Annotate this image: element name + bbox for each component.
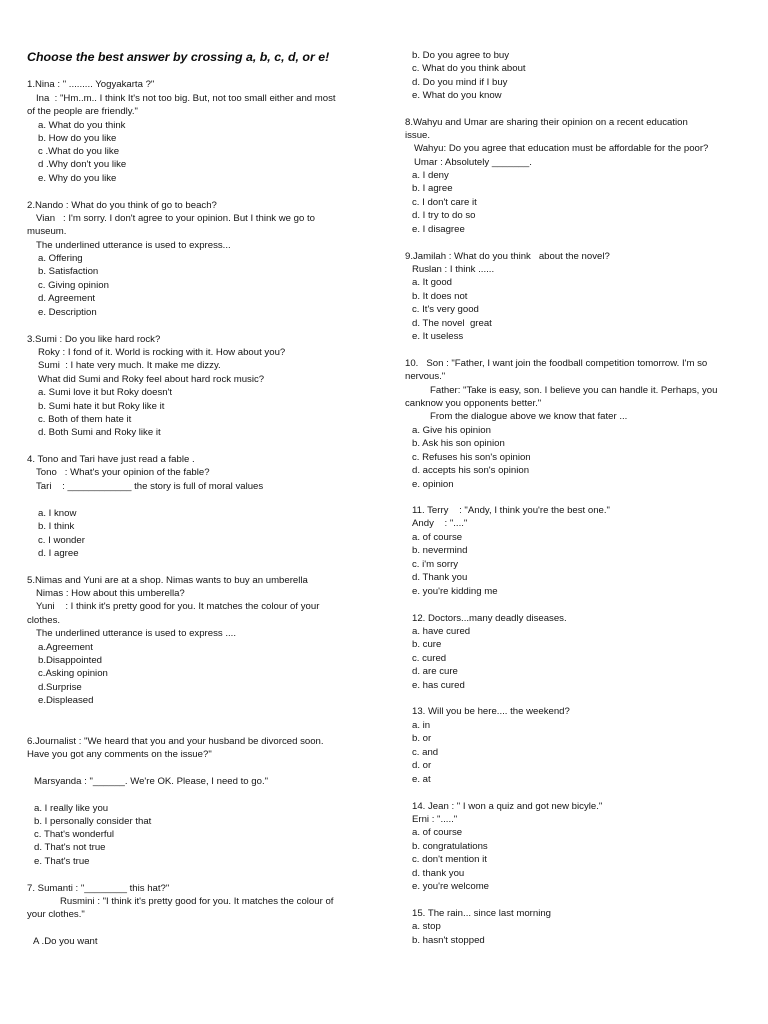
q12-option: e. has cured — [412, 680, 465, 691]
q9-option: a. It good — [412, 277, 453, 288]
q5-line: Yuni : I think it's pretty good for you. It matches the colour of your — [36, 601, 320, 612]
q1-stem: 1.Nina : " ......... Yogyakarta ?" — [27, 79, 155, 90]
q1-option: c .What do you like — [38, 146, 120, 157]
q15-option: a. stop — [412, 921, 441, 932]
q12-option: b. cure — [412, 639, 442, 650]
q7-option: d. Do you mind if I buy — [412, 77, 508, 88]
q8-option: b. I agree — [412, 183, 453, 194]
q14-option: a. of course — [412, 827, 463, 838]
q1-option: d .Why don't you like — [38, 159, 127, 170]
q4-option: b. I think — [38, 521, 75, 532]
q10-stem: 10. Son : "Father, I want join the foodball competition tomorrow. I'm so — [405, 358, 708, 369]
q14-stem: 14. Jean : " I won a quiz and got new bicyle." — [412, 801, 603, 812]
q8-option: e. I disagree — [412, 224, 465, 235]
q13-option: d. or — [412, 760, 432, 771]
q12-option: a. have cured — [412, 626, 471, 637]
q13-option: e. at — [412, 774, 431, 785]
q1-option: a. What do you think — [38, 120, 126, 131]
q3-line: Sumi : I hate very much. It make me dizzy. — [38, 360, 221, 371]
q5-prompt: The underlined utterance is used to express .... — [36, 628, 236, 639]
q10-prompt: From the dialogue above we know that fater ... — [430, 411, 628, 422]
q5-option: a.Agreement — [38, 642, 93, 653]
q10-line: nervous." — [405, 371, 446, 382]
q2-option: a. Offering — [38, 253, 83, 264]
q14-option: d. thank you — [412, 868, 465, 879]
q14-option: b. congratulations — [412, 841, 488, 852]
page-title: Choose the best answer by crossing a, b, c, d, or e! — [27, 50, 330, 64]
q6-option: a. I really like you — [34, 803, 109, 814]
q13-stem: 13. Will you be here.... the weekend? — [412, 706, 570, 717]
q7-line: Rusmini : "I think it's pretty good for you. It matches the colour of — [60, 896, 334, 907]
q15-stem: 15. The rain... since last morning — [412, 908, 552, 919]
q10-option: b. Ask his son opinion — [412, 438, 505, 449]
q7-option: A .Do you want — [33, 936, 98, 947]
q4-option: d. I agree — [38, 548, 79, 559]
q15-option: b. hasn't stopped — [412, 935, 485, 946]
q10-option: c. Refuses his son's opinion — [412, 452, 531, 463]
q11-stem: 11. Terry : "Andy, I think you're the best one." — [412, 505, 610, 516]
q2-stem: 2.Nando : What do you think of go to beach? — [27, 200, 217, 211]
q8-line: issue. — [405, 130, 431, 141]
q9-stem: 9.Jamilah : What do you think about the novel? — [405, 251, 610, 262]
q6-option: b. I personally consider that — [34, 816, 152, 827]
q6-option: c. That's wonderful — [34, 829, 115, 840]
q7-line: your clothes." — [27, 909, 85, 920]
q8-stem: 8.Wahyu and Umar are sharing their opinion on a recent education — [405, 117, 688, 128]
q6-line: Have you got any comments on the issue?" — [27, 749, 212, 760]
q11-option: c. i'm sorry — [412, 559, 459, 570]
q7-option: e. What do you know — [412, 90, 502, 101]
q3-option: c. Both of them hate it — [38, 414, 132, 425]
q5-line: Nimas : How about this umberella? — [36, 588, 185, 599]
q9-option: c. It's very good — [412, 304, 479, 315]
q1-option: b. How do you like — [38, 133, 117, 144]
q2-option: b. Satisfaction — [38, 266, 99, 277]
q14-option: e. you're welcome — [412, 881, 490, 892]
q3-option: d. Both Sumi and Roky like it — [38, 427, 161, 438]
q1-line: of the people are friendly." — [27, 106, 138, 117]
q14-line: Erni : "....." — [412, 814, 458, 825]
q7-option: b. Do you agree to buy — [412, 50, 510, 61]
q9-option: e. It useless — [412, 331, 464, 342]
q3-line: Roky : I fond of it. World is rocking with it. How about you? — [38, 347, 286, 358]
q4-line: Tari : ____________ the story is full of moral values — [36, 481, 264, 492]
q4-option: a. I know — [38, 508, 77, 519]
q3-option: a. Sumi love it but Roky doesn't — [38, 387, 173, 398]
q1-line: Ina : "Hm..m.. I think It's not too big. But, not too small either and most — [36, 93, 336, 104]
q11-option: a. of course — [412, 532, 463, 543]
q2-prompt: The underlined utterance is used to express... — [36, 240, 231, 251]
q8-option: a. I deny — [412, 170, 449, 181]
q2-option: c. Giving opinion — [38, 280, 109, 291]
q2-line: museum. — [27, 226, 67, 237]
q5-line: clothes. — [27, 615, 61, 626]
q13-option: c. and — [412, 747, 439, 758]
q8-option: c. I don't care it — [412, 197, 477, 208]
q2-line: Vian : I'm sorry. I don't agree to your opinion. But I think we go to — [36, 213, 316, 224]
q5-option: d.Surprise — [38, 682, 82, 693]
q10-option: e. opinion — [412, 479, 454, 490]
q1-option: e. Why do you like — [38, 173, 117, 184]
q11-line: Andy : "...." — [412, 518, 468, 529]
q13-option: a. in — [412, 720, 431, 731]
q5-stem: 5.Nimas and Yuni are at a shop. Nimas wants to buy an umberella — [27, 575, 308, 586]
q7-stem: 7. Sumanti : "________ this hat?" — [27, 883, 170, 894]
q11-option: b. nevermind — [412, 545, 468, 556]
q3-option: b. Sumi hate it but Roky like it — [38, 401, 165, 412]
q5-option: e.Displeased — [38, 695, 94, 706]
q2-option: d. Agreement — [38, 293, 96, 304]
q8-line: Umar : Absolutely _______. — [414, 157, 532, 168]
q2-option: e. Description — [38, 307, 97, 318]
q6-option: e. That's true — [34, 856, 90, 867]
q4-option: c. I wonder — [38, 535, 85, 546]
q6-line: Marsyanda : "______. We're OK. Please, I need to go." — [34, 776, 269, 787]
q4-stem: 4. Tono and Tari have just read a fable . — [27, 454, 195, 465]
q8-line: Wahyu: Do you agree that education must be affordable for the poor? — [414, 143, 709, 154]
q11-option: d. Thank you — [412, 572, 468, 583]
q7-option: c. What do you think about — [412, 63, 526, 74]
q10-option: a. Give his opinion — [412, 425, 491, 436]
q13-option: b. or — [412, 733, 432, 744]
q5-option: b.Disappointed — [38, 655, 103, 666]
q6-stem: 6.Journalist : "We heard that you and your husband be divorced soon. — [27, 736, 324, 747]
q8-option: d. I try to do so — [412, 210, 476, 221]
q10-line: canknow you opponents better." — [405, 398, 542, 409]
q6-option: d. That's not true — [34, 842, 106, 853]
q3-prompt: What did Sumi and Roky feel about hard rock music? — [38, 374, 265, 385]
q4-line: Tono : What's your opinion of the fable? — [36, 467, 210, 478]
q11-option: e. you're kidding me — [412, 586, 498, 597]
q10-option: d. accepts his son's opinion — [412, 465, 530, 476]
q9-line: Ruslan : I think ...... — [412, 264, 495, 275]
q12-stem: 12. Doctors...many deadly diseases. — [412, 613, 567, 624]
q9-option: d. The novel great — [412, 318, 492, 329]
q9-option: b. It does not — [412, 291, 468, 302]
q12-option: d. are cure — [412, 666, 458, 677]
q10-line: Father: "Take is easy, son. I believe you can handle it. Perhaps, you — [430, 385, 718, 396]
q12-option: c. cured — [412, 653, 447, 664]
q3-stem: 3.Sumi : Do you like hard rock? — [27, 334, 161, 345]
q5-option: c.Asking opinion — [38, 668, 108, 679]
q14-option: c. don't mention it — [412, 854, 487, 865]
